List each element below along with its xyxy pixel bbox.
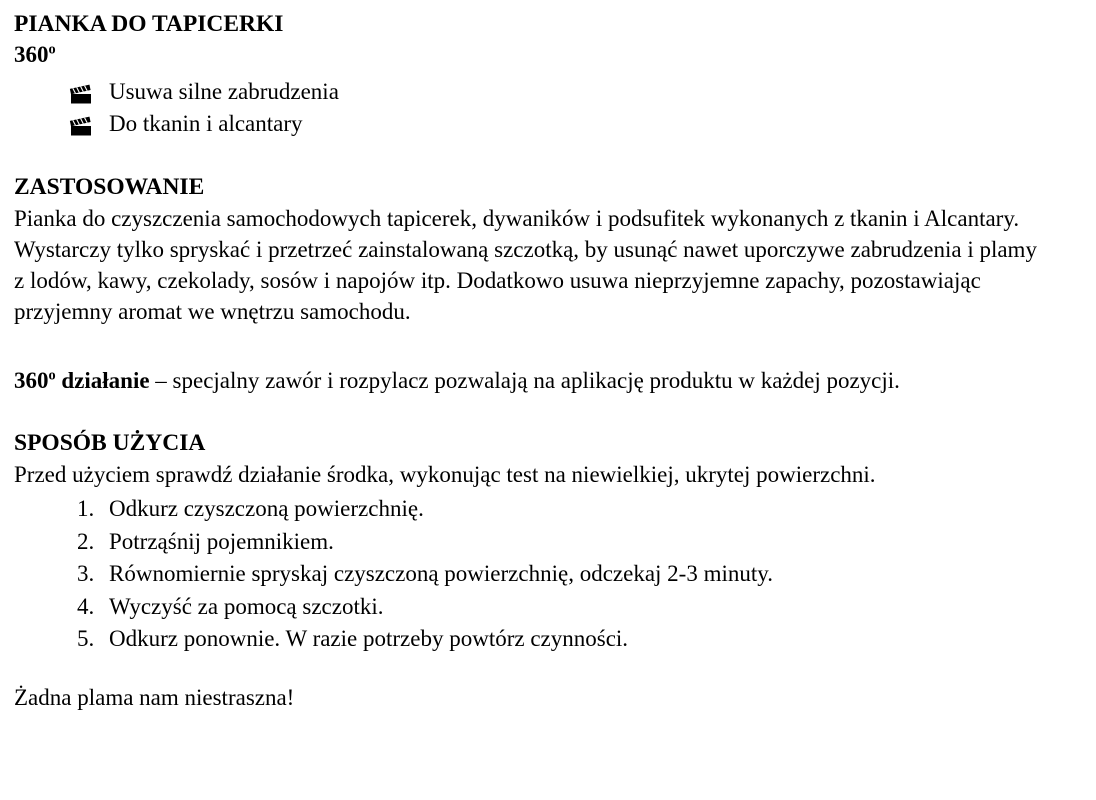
- step-number: 2.: [77, 528, 95, 554]
- degree-subtitle: [14, 40, 1066, 70]
- feature-text: Do tkanin i alcantary: [109, 111, 303, 136]
- usage-steps-list: [14, 493, 1066, 656]
- degree-base: 360: [14, 42, 49, 67]
- application-paragraph: Pianka do czyszczenia samochodowych tapicerek, dywaników i podsufitek wykonanych z tkanin i Alcantary. Wystarczy tylko spryskać i przetrzeć zainstalowaną szczotką, by usunąć nawet uporczywe zabrudzenia i plamy z lodów, kawy, czekolady, sosów i napojów itp. Dodatkowo usuwa nieprzyjemne zapachy, pozostawiając przyjemny aromat we wnętrzu samochodu.: [14, 206, 1037, 324]
- list-item: [14, 623, 1066, 656]
- action-paragraph: [14, 365, 1049, 396]
- step-text: Odkurz czyszczoną powierzchnię.: [109, 496, 424, 521]
- clapperboard-icon: [69, 82, 93, 103]
- step-text: Wyczyść za pomocą szczotki.: [109, 593, 384, 619]
- action-degree-superscript: o: [48, 367, 56, 384]
- step-number: 5.: [77, 626, 95, 651]
- action-bold-run: [14, 368, 150, 393]
- product-title: PIANKA DO TAPICERKI: [14, 11, 284, 37]
- list-item: [14, 493, 1066, 526]
- list-item: [14, 591, 1066, 624]
- section-heading-usage: SPOSÓB UŻYCIA: [14, 430, 206, 456]
- clapperboard-icon: [69, 114, 93, 135]
- usage-intro: Przed użyciem sprawdź działanie środka, wykonując test na niewielkiej, ukrytej powierzchni.: [14, 462, 876, 487]
- tagline: Żadna plama nam niestraszna!: [14, 684, 295, 710]
- list-item: [14, 526, 1066, 559]
- degree-superscript: o: [48, 41, 56, 58]
- action-regular-text: – specjalny zawór i rozpylacz pozwalają na aplikację produktu w każdej pozycji.: [149, 368, 900, 393]
- step-number: 1.: [77, 496, 95, 521]
- feature-text: Usuwa silne zabrudzenia: [109, 79, 339, 104]
- list-item: [14, 76, 1066, 108]
- step-number: 4.: [77, 593, 95, 619]
- step-number: 3.: [77, 561, 95, 586]
- section-heading-application: ZASTOSOWANIE: [14, 174, 205, 200]
- list-item: [14, 108, 1066, 140]
- feature-list: [14, 76, 1066, 140]
- step-text: Równomiernie spryskaj czyszczoną powierzchnię, odczekaj 2-3 minuty.: [109, 561, 774, 586]
- step-text: Odkurz ponownie. W razie potrzeby powtórz czynności.: [109, 626, 629, 651]
- list-item: [14, 558, 1066, 591]
- action-degree-base: 360: [14, 368, 49, 393]
- action-bold-text: działanie: [55, 368, 150, 393]
- step-text: Potrząśnij pojemnikiem.: [109, 528, 334, 554]
